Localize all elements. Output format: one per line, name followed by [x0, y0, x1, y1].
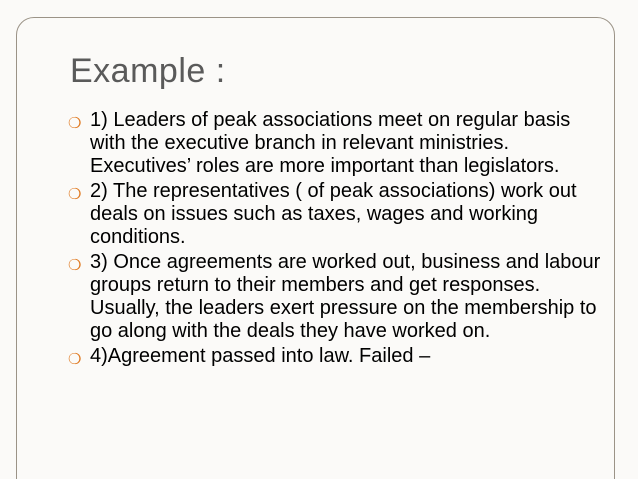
bullet-list — [68, 109, 608, 370]
bullet-item-4 — [68, 345, 608, 368]
bullet-marker-icon: ❍ — [68, 257, 82, 274]
bullet-text-1: 1) Leaders of peak associations meet on regular basis with the executive branch in relevant ministries. Executives’ roles are more important than legislators. — [90, 109, 571, 177]
bullet-text-3: 3) Once agreements are worked out, business and labour groups return to their members and get responses. Usually, the leaders exert pressure on the membership to go along with the deals they have worked on. — [90, 251, 601, 342]
bullet-item-1 — [68, 109, 608, 178]
bullet-marker-icon: ❍ — [68, 115, 82, 132]
bullet-text-4: 4)Agreement passed into law. Failed – — [90, 345, 431, 367]
bullet-marker-icon: ❍ — [68, 351, 82, 368]
bullet-text-2: 2) The representatives ( of peak associations) work out deals on issues such as taxes, wages and working conditions. — [90, 180, 577, 248]
slide-title: Example : — [70, 52, 226, 90]
bullet-item-2 — [68, 180, 608, 249]
bullet-marker-icon: ❍ — [68, 186, 82, 203]
bullet-item-3 — [68, 251, 608, 343]
